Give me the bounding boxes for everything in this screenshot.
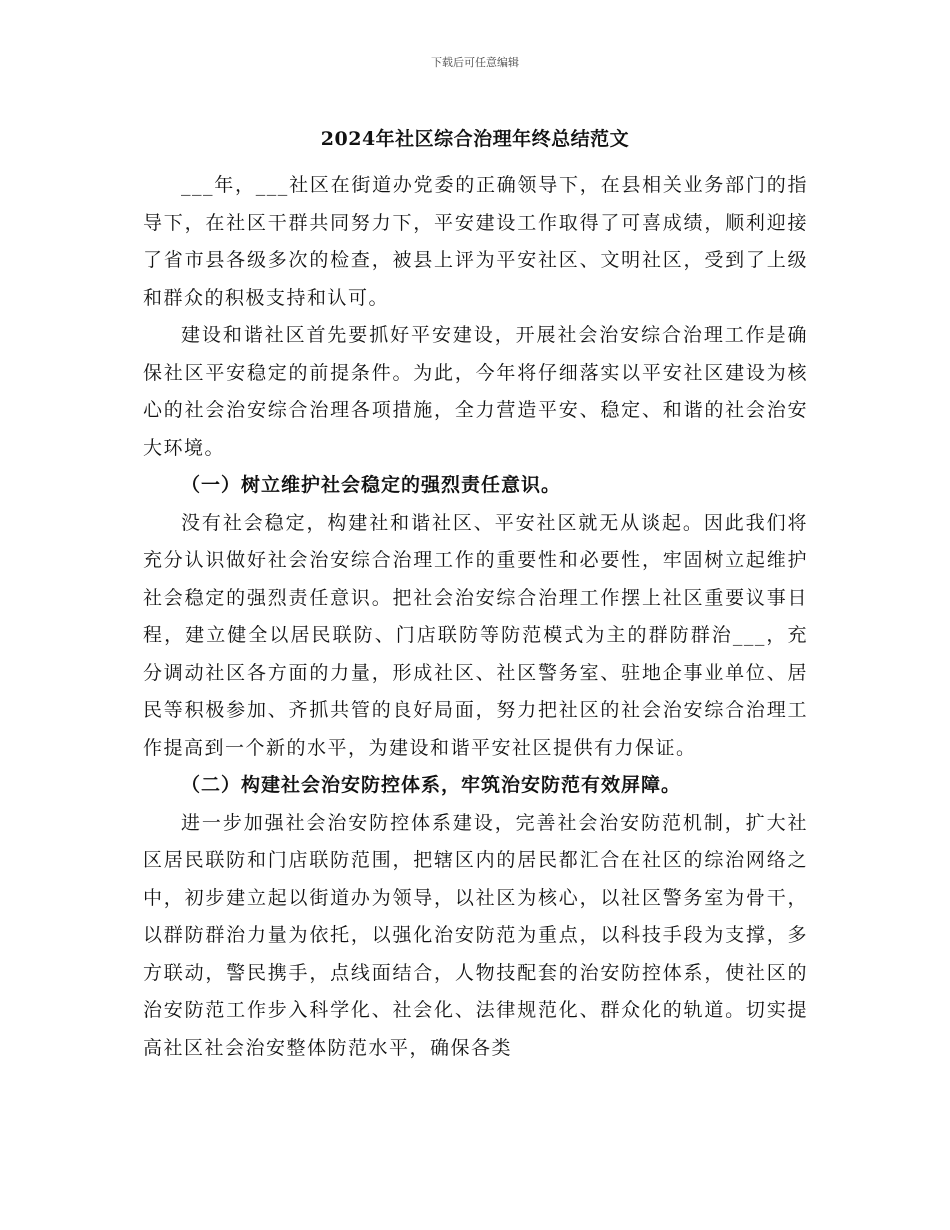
section-heading-2: （二）构建社会治安防控体系，牢筑治安防范有效屏障。 bbox=[181, 774, 682, 796]
paragraph-intro: ___年，___社区在街道办党委的正确领导下，在县相关业务部门的指导下，在社区干群共同努力下，平安建设工作取得了可喜成绩，顺利迎接了省市县各级多次的检查，被县上评为平安社区、文明社区，受到了上级和群众的积极支持和认可。 bbox=[143, 174, 808, 309]
page-header-note: 下载后可任意编辑 bbox=[431, 56, 519, 69]
paragraph-section-1: 没有社会稳定，构建社和谐社区、平安社区就无从谈起。因此我们将充分认识做好社会治安综合治理工作的重要性和必要性，牢固树立起维护社会稳定的强烈责任意识。把社会治安综合治理工作摆上社区重要议事日程，建立健全以居民联防、门店联防等防范模式为主的群防群治___，充分调动社区各方面的力量，形成社区、社区警务室、驻地企事业单位、居民等积极参加、齐抓共管的良好局面，努力把社区的社会治安综合治理工作提高到一个新的水平，为建设和谐平安社区提供有力保证。 bbox=[143, 511, 808, 759]
paragraph-purpose: 建设和谐社区首先要抓好平安建设，开展社会治安综合治理工作是确保社区平安稳定的前提条件。为此，今年将仔细落实以平安社区建设为核心的社会治安综合治理各项措施，全力营造平安、稳定、和谐的社会治安大环境。 bbox=[143, 324, 808, 459]
paragraph-section-2: 进一步加强社会治安防控体系建设，完善社会治安防范机制，扩大社区居民联防和门店联防范围，把辖区内的居民都汇合在社区的综治网络之中，初步建立起以街道办为领导，以社区为核心，以社区警务室为骨干，以群防群治力量为依托，以强化治安防范为重点，以科技手段为支撑，多方联动，警民携手，点线面结合，人物技配套的治安防控体系，使社区的治安防范工作步入科学化、社会化、法律规范化、群众化的轨道。切实提高社区社会治安整体防范水平，确保各类 bbox=[143, 811, 808, 1059]
section-heading-1: （一）树立维护社会稳定的强烈责任意识。 bbox=[181, 474, 562, 496]
document-title: 2024年社区综合治理年终总结范文 bbox=[320, 128, 630, 150]
document-body bbox=[143, 167, 808, 1067]
